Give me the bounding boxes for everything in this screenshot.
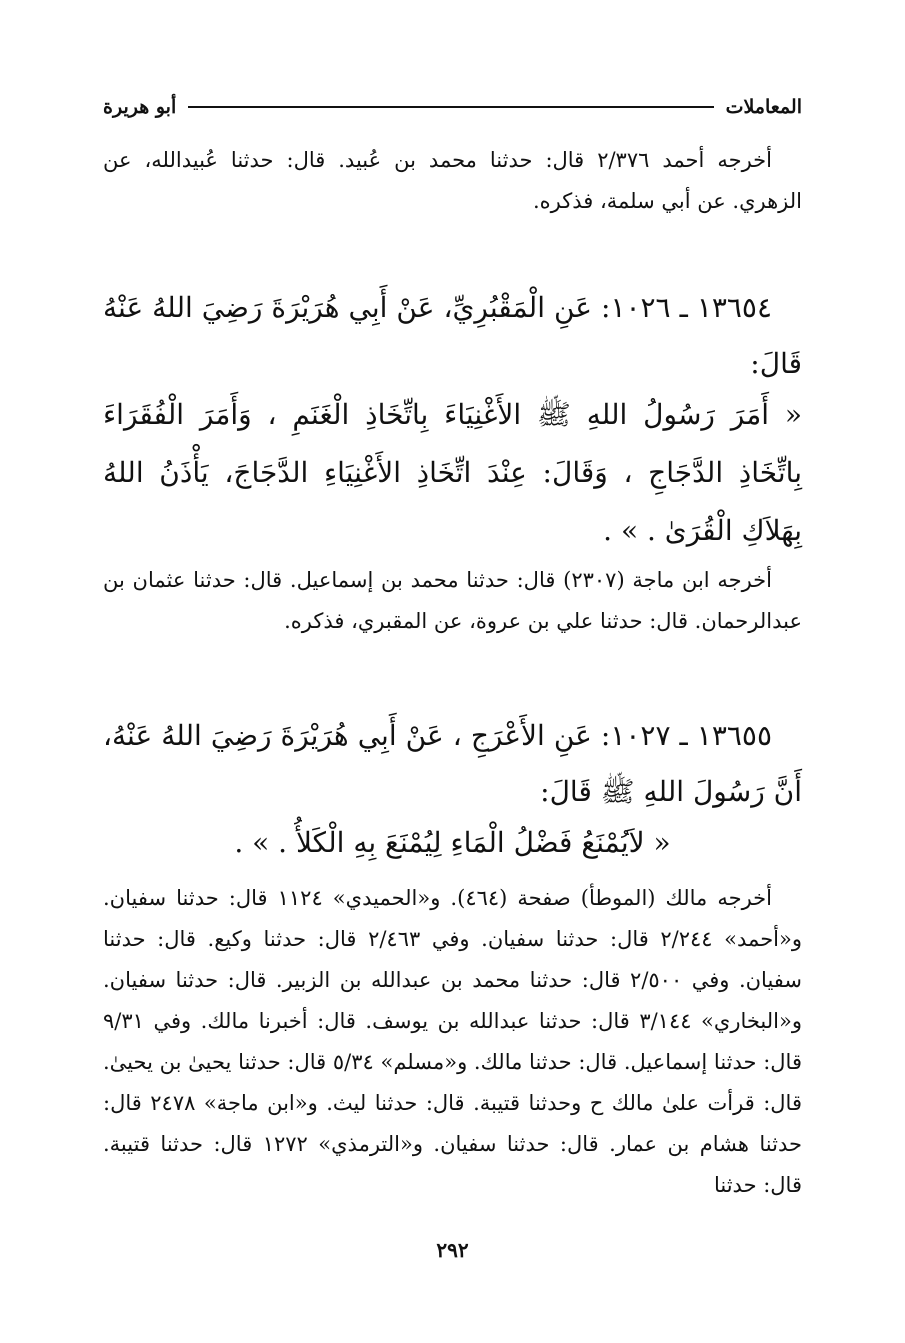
hadith-13655-matn: « لاَيُمْنَعُ فَضْلُ الْمَاءِ لِيُمْنَعَ بِهِ الْكَلأُ . » . bbox=[234, 826, 671, 859]
hadith-13655-isnad: ١٣٦٥٥ ـ ١٠٢٧: عَنِ الأَعْرَجِ ، عَنْ أَبِي هُرَيْرَةَ رَضِيَ اللهُ عَنْهُ، أَنَّ رَسُولَ اللهِ ﷺ قَالَ: bbox=[103, 719, 802, 808]
hadith-13654-isnad: ١٣٦٥٤ ـ ١٠٢٦: عَنِ الْمَقْبُرِيِّ، عَنْ أَبِي هُرَيْرَةَ رَضِيَ اللهُ عَنْهُ قَالَ: bbox=[103, 291, 802, 380]
footnote-takhrij-1: أخرجه أحمد ٢/٣٧٦ قال: حدثنا محمد بن عُبيد. قال: حدثنا عُبيدالله، عن الزهري. عن أبي سلمة، فذكره. bbox=[103, 148, 802, 213]
page-number: ٢٩٢ bbox=[436, 1238, 469, 1262]
header-section-title: المعاملات bbox=[725, 96, 802, 118]
footnote-takhrij-2: أخرجه ابن ماجة (٢٣٠٧) قال: حدثنا محمد بن إسماعيل. قال: حدثنا عثمان بن عبدالرحمان. قال: حدثنا علي بن عروة، عن المقبري، فذكره. bbox=[103, 568, 802, 633]
running-header bbox=[103, 92, 802, 122]
header-chapter-title: أبو هريرة bbox=[103, 96, 177, 118]
footnote-takhrij-3: أخرجه مالك (الموطأ) صفحة (٤٦٤). و«الحميدي» ١١٢٤ قال: حدثنا سفيان. و«أحمد» ٢/٢٤٤ قال: حدثنا سفيان. وفي ٢/٤٦٣ قال: حدثنا وكيع. قال: حدثنا سفيان. وفي ٢/٥٠٠ قال: حدثنا محمد بن عبدالله بن الزبير. قال: حدثنا سفيان. و«البخاري» ٣/١٤٤ قال: حدثنا عبدالله بن يوسف. قال: أخبرنا مالك. وفي ٩/٣١ قال: حدثنا إسماعيل. قال: حدثنا مالك. و«مسلم» ٥/٣٤ قال: حدثنا يحيىٰ بن يحيىٰ. قال: قرأت علىٰ مالك ح وحدثنا قتيبة. قال: حدثنا ليث. و«ابن ماجة» ٢٤٧٨ قال: حدثنا هشام بن عمار. قال: حدثنا سفيان. و«الترمذي» ١٢٧٢ قال: حدثنا قتيبة. قال: حدثنا bbox=[103, 886, 802, 1197]
header-rule bbox=[188, 106, 713, 108]
hadith-13654-matn: « أَمَرَ رَسُولُ اللهِ ﷺ الأَغْنِيَاءَ بِاتِّخَاذِ الْغَنَمِ ، وَأَمَرَ الْفُقَرَاءَ بِاتِّخَاذِ الدَّجَاجِ ، وَقَالَ: عِنْدَ اتِّخَاذِ الأَغْنِيَاءِ الدَّجَاجَ، يَأْذَنُ اللهُ بِهَلاَكِ الْقُرَىٰ . » . bbox=[103, 398, 802, 547]
